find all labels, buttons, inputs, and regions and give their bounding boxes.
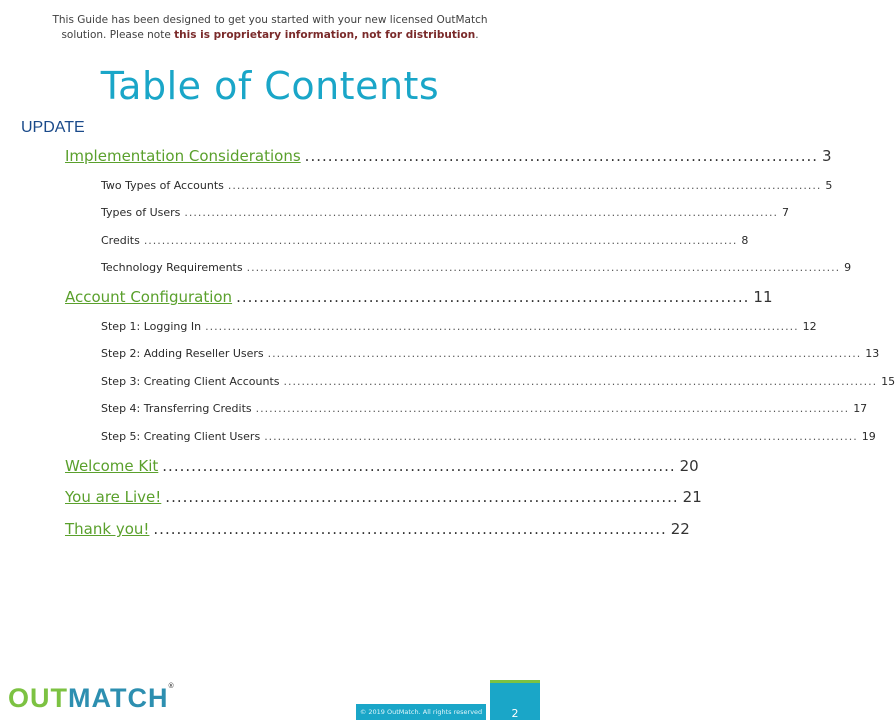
dot-leader: .........................................................................................: [162, 457, 676, 475]
toc-entry-implementation[interactable]: [65, 147, 832, 165]
toc-entry-page: 19: [861, 430, 876, 443]
logo-trademark: ®: [168, 683, 175, 690]
toc-entry-label[interactable]: Two Types of Accounts: [101, 179, 224, 192]
toc-entry-page: 7: [781, 206, 789, 219]
dot-leader: ....................................................................................................................................: [246, 261, 841, 274]
toc-entry-page: 17: [853, 402, 868, 415]
toc-entry-page: 5: [825, 179, 833, 192]
toc-entry-account-configuration[interactable]: [65, 288, 773, 306]
disclaimer-line-1: This Guide has been designed to get you started with your new licensed OutMatch: [52, 14, 488, 26]
toc-entry-page: 8: [741, 234, 749, 247]
toc-entry-step-3[interactable]: [101, 375, 895, 388]
dot-leader: ....................................................................................................................................: [143, 234, 738, 247]
dot-leader: ....................................................................................................................................: [184, 206, 778, 219]
copyright-bar: © 2019 OutMatch. All rights reserved: [356, 704, 486, 720]
toc-entry-step-2[interactable]: [101, 347, 880, 360]
toc-entry-label[interactable]: Types of Users: [101, 206, 181, 219]
disclaimer-strong: this is proprietary information, not for distribution: [174, 29, 476, 41]
toc-entry-label[interactable]: Welcome Kit: [65, 457, 159, 475]
toc-entry-credits[interactable]: [101, 234, 749, 247]
logo-out: OUT: [8, 683, 68, 713]
dot-leader: ....................................................................................................................................: [255, 402, 850, 415]
toc-entry-label[interactable]: Step 3: Creating Client Accounts: [101, 375, 280, 388]
dot-leader: ....................................................................................................................................: [227, 179, 822, 192]
toc-entry-label[interactable]: Implementation Considerations: [65, 147, 301, 165]
toc-entry-label[interactable]: You are Live!: [65, 488, 162, 506]
update-label: UPDATE: [21, 119, 85, 136]
dot-leader: .........................................................................................: [236, 288, 750, 306]
toc-entry-label[interactable]: Step 1: Logging In: [101, 320, 202, 333]
toc-entry-thank-you[interactable]: [65, 520, 690, 538]
toc-entry-label[interactable]: Thank you!: [65, 520, 150, 538]
dot-leader: ....................................................................................................................................: [267, 347, 862, 360]
outmatch-logo: [8, 683, 175, 714]
toc-entry-step-4[interactable]: [101, 402, 868, 415]
toc-entry-label[interactable]: Step 2: Adding Reseller Users: [101, 347, 264, 360]
page-title: Table of Contents: [100, 64, 440, 108]
toc-entry-page: 12: [802, 320, 817, 333]
dot-leader: ....................................................................................................................................: [283, 375, 878, 388]
toc-entry-label[interactable]: Technology Requirements: [101, 261, 243, 274]
toc-entry-tech-requirements[interactable]: [101, 261, 852, 274]
page-number-badge: 2: [490, 680, 540, 720]
toc-entry-label[interactable]: Step 4: Transferring Credits: [101, 402, 252, 415]
toc-entry-label[interactable]: Credits: [101, 234, 140, 247]
toc-entry-step-1[interactable]: [101, 320, 817, 333]
toc-entry-page: 22: [670, 520, 690, 538]
toc-entry-page: 9: [844, 261, 852, 274]
toc-entry-welcome-kit[interactable]: [65, 457, 699, 475]
toc-entry-user-types[interactable]: [101, 206, 789, 219]
toc-entry-label[interactable]: Account Configuration: [65, 288, 233, 306]
toc-entry-page: 20: [679, 457, 699, 475]
toc-entry-label[interactable]: Step 5: Creating Client Users: [101, 430, 261, 443]
logo-match: MATCH: [68, 683, 169, 713]
dot-leader: ....................................................................................................................................: [264, 430, 858, 443]
dot-leader: .........................................................................................: [304, 147, 819, 165]
disclaimer-plain: solution. Please note: [61, 29, 175, 41]
toc-entry-you-are-live[interactable]: [65, 488, 702, 506]
disclaimer-period: .: [475, 29, 479, 41]
toc-entry-page: 11: [753, 288, 773, 306]
toc-entry-page: 3: [822, 147, 832, 165]
toc-entry-step-5[interactable]: [101, 430, 876, 443]
dot-leader: .........................................................................................: [153, 520, 667, 538]
toc-entry-account-types[interactable]: [101, 179, 833, 192]
disclaimer-line-2: [20, 28, 520, 43]
dot-leader: ....................................................................................................................................: [205, 320, 799, 333]
dot-leader: .........................................................................................: [165, 488, 679, 506]
toc-entry-page: 21: [682, 488, 702, 506]
disclaimer: [20, 13, 520, 43]
toc-entry-page: 13: [865, 347, 880, 360]
toc-entry-page: 15: [881, 375, 895, 388]
